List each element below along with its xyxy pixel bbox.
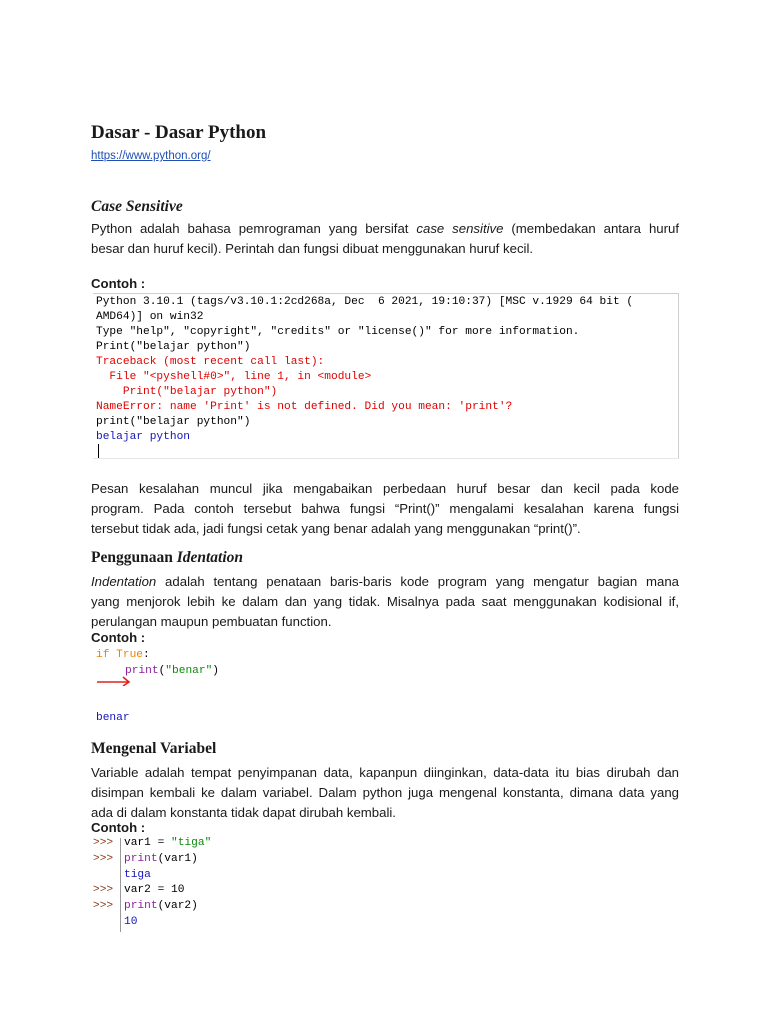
code-text: (var2): [157, 900, 198, 912]
builtin-print: print: [125, 665, 159, 677]
paragraph-line: program. Pada contoh tersebut bahwa fungsi “Print()” mengalami kesalahan karena fungsi: [91, 501, 679, 516]
shell-gutter-divider: [120, 838, 121, 932]
paragraph-line: [91, 572, 679, 592]
shell-error-line: NameError: name 'Print' is not defined. Did you mean: 'print'?: [96, 401, 513, 413]
paragraph-line: perulangan maupun pembuatan function.: [91, 614, 332, 629]
shell-input-line: [124, 837, 211, 849]
heading-case-sensitive: [91, 198, 183, 216]
code-paren: (: [158, 665, 166, 677]
shell-line: Type "help", "copyright", "credits" or "license()" for more information.: [96, 326, 580, 338]
heading-case-sensitive-text: Case Sensitive: [91, 198, 183, 215]
shell-input-line: [124, 853, 198, 865]
text-span: (membedakan antara huruf: [503, 221, 679, 236]
shell-line: AMD64)] on win32: [96, 311, 204, 323]
text-span: Python adalah bahasa pemrograman yang bersifat: [91, 221, 417, 236]
text-cursor[interactable]: [98, 444, 99, 458]
code-string: "tiga": [171, 837, 212, 849]
shell-input-line: Print("belajar python"): [96, 341, 251, 353]
shell-error-line: File "<pyshell#0>", line 1, in <module>: [96, 371, 372, 383]
code-string: "benar": [165, 665, 213, 677]
paragraph-line: tersebut tidak ada, jadi fungsi cetak yang benar adalah yang menggunakan “print()”.: [91, 521, 581, 536]
paragraph-line: disimpan kembali ke dalam variabel. Dalam python juga mengenal konstanta, dimana data yang: [91, 785, 679, 800]
code-colon: :: [143, 649, 150, 661]
paragraph-line: besar dan huruf kecil). Perintah dan fungsi dibuat menggunakan huruf kecil.: [91, 241, 534, 256]
shell-prompt: >>>: [93, 837, 114, 849]
code-output-benar: benar: [96, 712, 130, 724]
paragraph-variabel: [91, 763, 679, 823]
shell-error-line: Traceback (most recent call last):: [96, 356, 325, 368]
paragraph-line: [91, 219, 679, 239]
heading-identation: [91, 549, 243, 567]
page-title: Dasar - Dasar Python: [91, 122, 267, 143]
shell-input-line: print("belajar python"): [96, 416, 251, 428]
paragraph-line: Variable adalah tempat penyimpanan data, kapanpun diinginkan, data-data itu bias dirubah dan: [91, 765, 679, 780]
heading-mengenal-variabel: Mengenal Variabel: [91, 740, 217, 757]
shell-input-line: var2 = 10: [124, 884, 185, 896]
code-if-line: [96, 649, 150, 661]
shell-output-line: 10: [124, 916, 138, 928]
paragraph-line: yang menjorok lebih ke dalam dan yang tidak. Misalnya pada saat menggunakan kodisional if,: [91, 594, 679, 609]
paragraph-case-sensitive: [91, 219, 679, 259]
shell-input-line: [124, 900, 198, 912]
shell-output-line: belajar python: [96, 431, 190, 443]
code-text: var1 =: [124, 837, 171, 849]
builtin-print: print: [124, 900, 158, 912]
code-text: (var1): [157, 853, 198, 865]
code-paren: ): [212, 665, 220, 677]
text-span: adalah tentang penataan baris-baris kode program yang mengatur bagian mana: [156, 574, 679, 589]
python-shell-output: [93, 293, 679, 459]
shell-error-line: Print("belajar python"): [96, 386, 278, 398]
python-org-link[interactable]: https://www.python.org/: [91, 150, 211, 162]
indent-arrow-icon: [96, 672, 132, 686]
heading-identation-term: Identation: [176, 549, 244, 566]
italic-term: case sensitive: [416, 221, 504, 236]
paragraph-error-explanation: [91, 479, 679, 539]
builtin-print: print: [124, 853, 158, 865]
shell-prompt: >>>: [93, 884, 114, 896]
heading-identation-prefix: Penggunaan: [91, 549, 177, 566]
shell-prompt: >>>: [93, 853, 114, 865]
keyword-true: True: [116, 649, 144, 661]
shell-output-line: tiga: [124, 869, 151, 881]
example-label: Contoh :: [91, 820, 146, 835]
code-print-line: [125, 665, 219, 677]
shell-line: Python 3.10.1 (tags/v3.10.1:2cd268a, Dec 6 2021, 19:10:37) [MSC v.1929 64 bit (: [96, 296, 634, 308]
keyword-if: if: [96, 649, 110, 661]
example-label: Contoh :: [91, 630, 146, 645]
example-label: Contoh :: [91, 276, 146, 291]
paragraph-line: Pesan kesalahan muncul jika mengabaikan perbedaan huruf besar dan kecil pada kode: [91, 481, 679, 496]
paragraph-identation: [91, 572, 679, 632]
paragraph-line: ada di dalam konstanta tidak dapat dirubah kembali.: [91, 805, 396, 820]
italic-term: Indentation: [91, 574, 157, 589]
shell-prompt: >>>: [93, 900, 114, 912]
